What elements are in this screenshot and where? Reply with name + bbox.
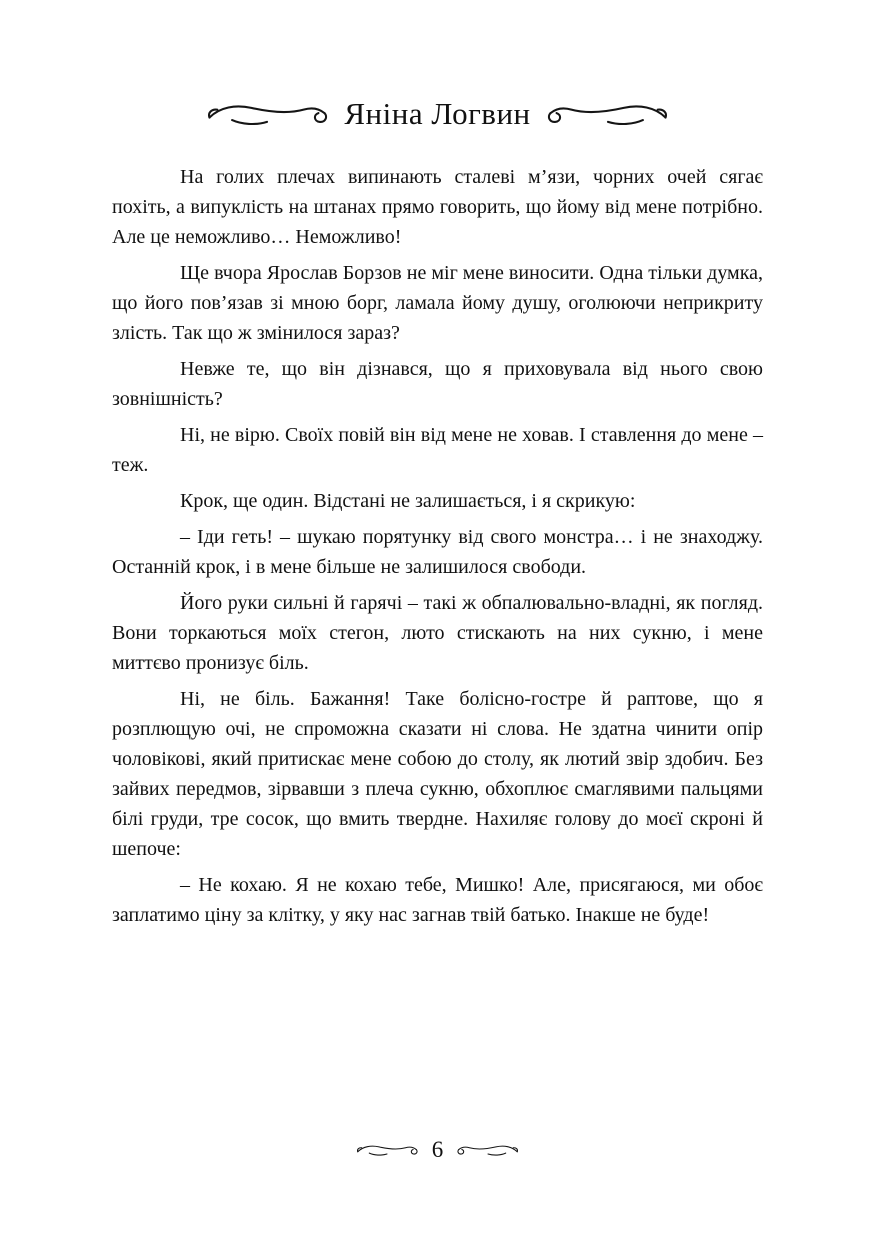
paragraph: Його руки сильні й гарячі – такі ж обпалювально-владні, як погляд. Вони торкаються моїх стегон, люто стискають на них сукню, і мене миттєво пронизує біль. [112, 592, 763, 674]
page-footer [0, 1138, 875, 1161]
paragraph: Невже те, що він дізнався, що я приховувала від нього свою зовнішність? [112, 358, 763, 410]
paragraph: – Не кохаю. Я не кохаю тебе, Мишко! Але, присягаюся, ми обоє заплатимо ціну за клітку, у яку нас загнав твій батько. Інакше не буде! [112, 874, 763, 926]
paragraph: – Іди геть! – шукаю порятунку від свого монстра… і не знаходжу. Останній крок, і в мене більше не залишилося свободи. [112, 526, 763, 578]
paragraph: Ще вчора Ярослав Борзов не міг мене виносити. Одна тільки думка, що його пов’язав зі мною борг, ламала йому душу, оголюючи неприкриту злість. Так що ж змінилося зараз? [112, 262, 763, 344]
flourish-right-icon [547, 100, 669, 128]
flourish-left-icon [206, 100, 328, 128]
author-name: Яніна Логвин [344, 96, 531, 131]
paragraph: Крок, ще один. Відстані не залишається, і я скрикую: [180, 490, 636, 512]
page-number: 6 [431, 1137, 444, 1162]
paragraph: Ні, не вірю. Своїх повій він від мене не ховав. І ставлення до мене – теж. [112, 424, 763, 476]
paragraph: На голих плечах випинають сталеві м’язи, чорних очей сягає похіть, а випуклість на штанах прямо говорить, що йому від мене потрібно. Але це неможливо… Неможливо! [112, 166, 763, 248]
footer-flourish-right-icon [457, 1142, 519, 1158]
paragraph: Ні, не біль. Бажання! Таке болісно-гостре й раптове, що я розплющую очі, не спроможна сказати ні слова. Не здатна чинити опір чоловікові, який притискає мене собою до столу, як лютий звір здобич. Без зайвих передмов, зірвавши з плеча сукню, обхоплює смаглявими пальцями білі груди, тре сосок, що вмить твердне. Нахиляє голову до моєї скроні й шепоче: [112, 688, 763, 860]
page-header [112, 96, 763, 132]
body-text [112, 162, 763, 930]
footer-flourish-left-icon [356, 1142, 418, 1158]
